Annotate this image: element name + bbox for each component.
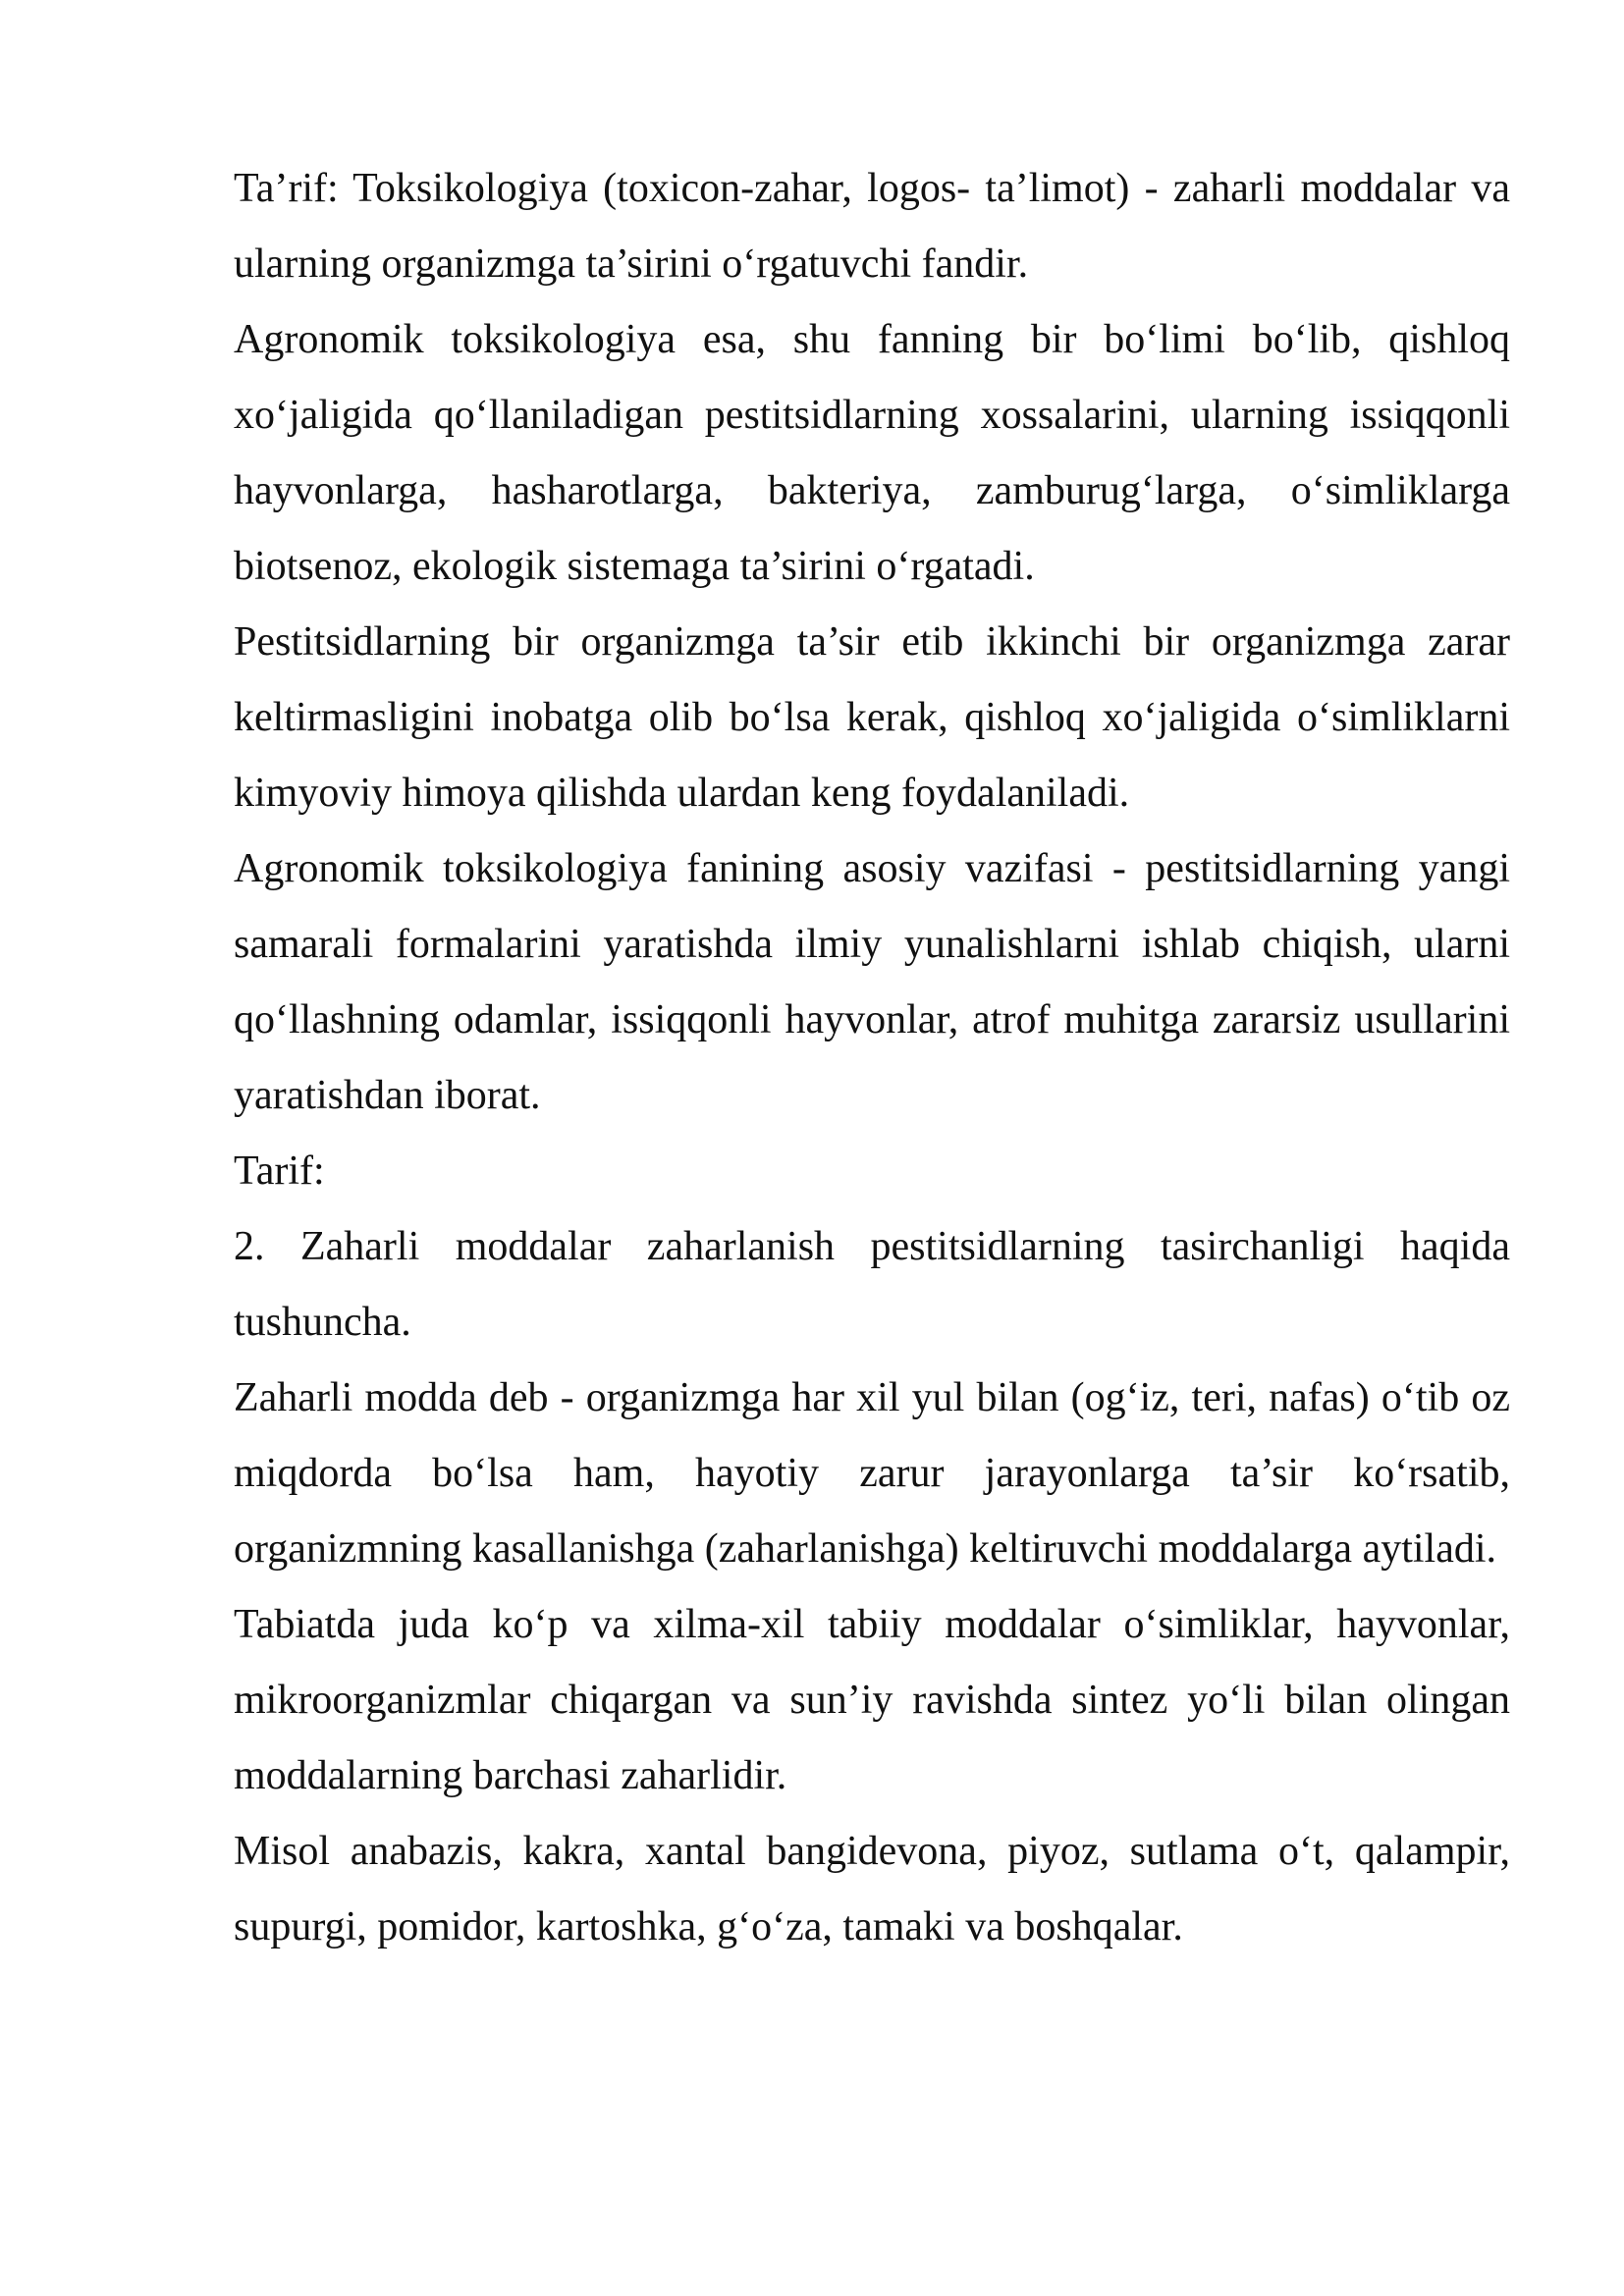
- paragraph-agronomic-toxicology: Agronomik toksikologiya esa, shu fanning bir bo‘limi bo‘lib, qishloq xo‘jaligida qo‘llaniladigan pestitsidlarning xossalarini, ularning issiqqonli hayvonlarga, hasharotlarga, bakteriya, zamburug‘larga, o‘simliklarga biotsenoz, ekologik sistemaga ta’sirini o‘rgatadi.: [234, 317, 1510, 589]
- paragraph-section-heading: 2. Zaharli moddalar zaharlanish pestitsidlarning tasirchanligi haqida tushuncha.: [234, 1224, 1510, 1345]
- document-body: [234, 151, 1510, 1965]
- paragraph-natural-substances: Tabiatda juda ko‘p va xilma-xil tabiiy moddalar o‘simliklar, hayvonlar, mikroorganizmlar chiqargan va sun’iy ravishda sintez yo‘li bilan olingan moddalarning barchasi zaharlidir.: [234, 1602, 1510, 1798]
- paragraph-pesticide-effects: Pestitsidlarning bir organizmga ta’sir etib ikkinchi bir organizmga zarar keltirmasligini inobatga olib bo‘lsa kerak, qishloq xo‘jaligida o‘simliklarni kimyoviy himoya qilishda ulardan keng foydalaniladi.: [234, 619, 1510, 816]
- paragraph-main-task: Agronomik toksikologiya fanining asosiy vazifasi - pestitsidlarning yangi samarali formalarini yaratishda ilmiy yunalishlarni ishlab chiqish, ularni qo‘llashning odamlar, issiqqonli hayvonlar, atrof muhitga zararsiz usullarini yaratishdan iborat.: [234, 846, 1510, 1118]
- paragraph-tarif-label: Tarif:: [234, 1148, 325, 1194]
- paragraph-definition: Ta’rif: Toksikologiya (toxicon-zahar, logos- ta’limot) - zaharli moddalar va ularning organizmga ta’sirini o‘rgatuvchi fandir.: [234, 166, 1510, 287]
- paragraph-toxic-substance-definition: Zaharli modda deb - organizmga har xil yul bilan (og‘iz, teri, nafas) o‘tib oz miqdorda bo‘lsa ham, hayotiy zarur jarayonlarga ta’sir ko‘rsatib, organizmning kasallanishga (zaharlanishga) keltiruvchi moddalarga aytiladi.: [234, 1375, 1510, 1572]
- paragraph-examples: Misol anabazis, kakra, xantal bangidevona, piyoz, sutlama o‘t, qalampir, supurgi, pomidor, kartoshka, g‘o‘za, tamaki va boshqalar.: [234, 1829, 1510, 1949]
